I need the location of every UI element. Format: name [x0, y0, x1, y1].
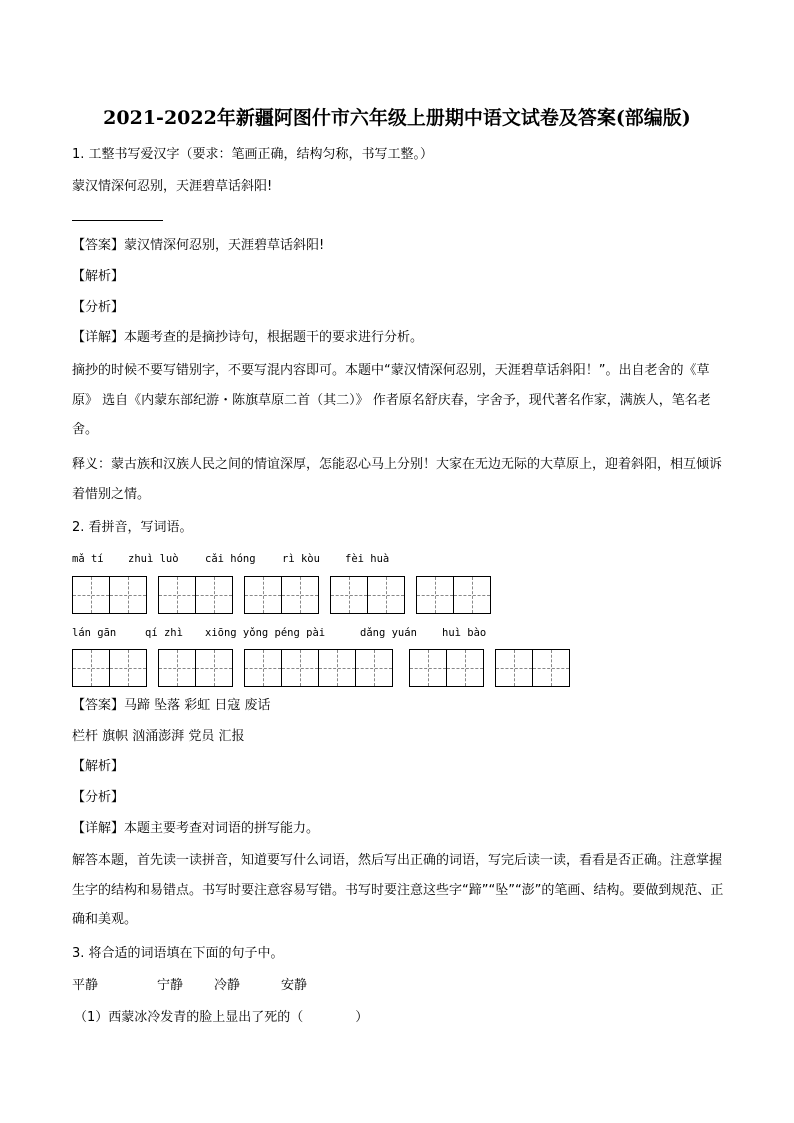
q1-sentence: 蒙汉情深何忍别，天涯碧草话斜阳! — [72, 179, 273, 194]
q2-question: 2. 看拼音，写词语。 — [72, 520, 193, 535]
q3-word-option: 平静 — [72, 978, 99, 993]
writing-grid[interactable] — [244, 576, 319, 614]
q2-answer-line1: 【答案】马蹄 坠落 彩虹 日寇 废话 — [72, 698, 271, 713]
pinyin-label: huì bào — [442, 627, 487, 639]
q3-question: 3. 将合适的词语填在下面的句子中。 — [72, 946, 284, 961]
pinyin-label: zhuì luò — [128, 553, 179, 565]
writing-grid[interactable] — [409, 649, 484, 687]
writing-grid[interactable] — [416, 576, 491, 614]
q2-jiexi: 【解析】 — [72, 759, 125, 774]
writing-grid[interactable] — [72, 649, 147, 687]
writing-grid[interactable] — [158, 576, 233, 614]
q2-answer-line2: 栏杆 旗帜 汹涌澎湃 党员 汇报 — [72, 729, 245, 744]
q2-explanation-p1: 解答本题，首先读一读拼音，知道要写什么词语，然后写出正确的词语，写完后读一读，看看是否正确。注意掌握生字的结构和易错点。书写时要注意容易写错。书写时要注意这些字“蹄”“坠”“澎”的笔画、结构。要做到规范、正确和美观。 — [72, 853, 724, 927]
pinyin-label: cǎi hóng — [205, 553, 256, 565]
q1-answer-blank — [72, 220, 163, 221]
q1-fenxi: 【分析】 — [72, 300, 125, 315]
pinyin-label: xiōng yǒng péng pài — [205, 627, 326, 639]
q2-fenxi: 【分析】 — [72, 790, 125, 805]
pinyin-label: mǎ tí — [72, 553, 104, 565]
writing-grid[interactable] — [158, 649, 233, 687]
writing-grid[interactable] — [244, 649, 393, 687]
pinyin-label: fèi huà — [345, 553, 390, 565]
q1-question: 1. 工整书写爱汉字（要求：笔画正确，结构匀称，书写工整。） — [72, 147, 434, 162]
writing-grid[interactable] — [72, 576, 147, 614]
pinyin-label: lán gān — [72, 627, 117, 639]
q1-detail: 【详解】本题考查的是摘抄诗句，根据题干的要求进行分析。 — [72, 330, 424, 345]
writing-grid[interactable] — [330, 576, 405, 614]
q1-explanation-p1: 摘抄的时候不要写错别字，不要写混内容即可。本题中“蒙汉情深何忍别，天涯碧草话斜阳！”。出自老舍的《草原》 选自《内蒙东部纪游・陈旗草原二首（其二）》 作者原名舒庆春，字舍予，现代著名作家，满族人，笔名老舍。 — [72, 363, 711, 437]
q3-word-option: 冷静 — [214, 978, 241, 993]
pinyin-label: dǎng yuán — [360, 627, 417, 639]
pinyin-label: qí zhì — [145, 627, 183, 639]
q1-answer: 【答案】蒙汉情深何忍别，天涯碧草话斜阳! — [72, 238, 325, 253]
pinyin-label: rì kòu — [282, 553, 320, 565]
q3-sentence-1: （1）西蒙冰冷发青的脸上显出了死的（ ） — [74, 1010, 369, 1025]
q1-jiexi: 【解析】 — [72, 269, 125, 284]
q2-detail: 【详解】本题主要考查对词语的拼写能力。 — [72, 821, 320, 836]
q1-explanation-p2: 释义：蒙古族和汉族人民之间的情谊深厚，怎能忍心马上分别！大家在无边无际的大草原上，迎着斜阳，相互倾诉着惜别之情。 — [72, 457, 723, 502]
writing-grid[interactable] — [495, 649, 570, 687]
document-title: 2021-2022年新疆阿图什市六年级上册期中语文试卷及答案(部编版) — [103, 107, 691, 129]
q3-word-option: 安静 — [281, 978, 308, 993]
q3-word-option: 宁静 — [157, 978, 184, 993]
